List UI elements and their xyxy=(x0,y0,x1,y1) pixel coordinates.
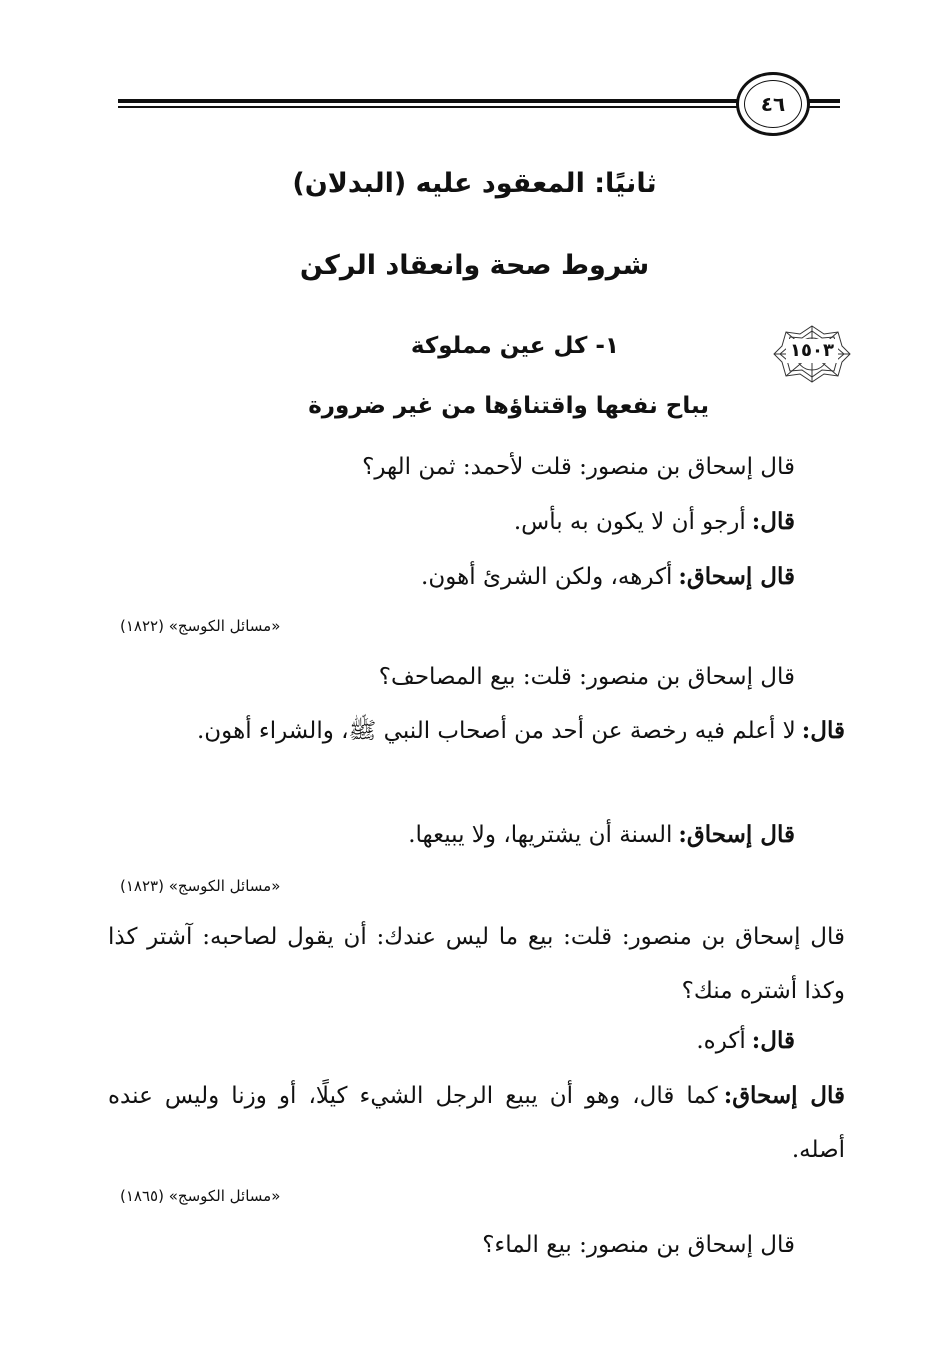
paragraph xyxy=(108,1218,795,1272)
issue-subtitle: يباح نفعها واقتناؤها من غير ضرورة xyxy=(308,393,709,419)
paragraph-text: السنة أن يشتريها، ولا يبيعها. xyxy=(408,822,673,848)
issue-number: ١٥٠٣ xyxy=(786,339,838,363)
paragraph-text: لا أعلم فيه رخصة عن أحد من أصحاب النبي ﷺ، والشراء أهون. xyxy=(196,718,796,744)
paragraph xyxy=(108,704,845,814)
paragraph xyxy=(108,1014,795,1068)
paragraph-text: قال إسحاق بن منصور: قلت لأحمد: ثمن الهر؟ xyxy=(362,454,795,480)
issue-number-badge xyxy=(772,324,852,384)
page-number: ٤٦ xyxy=(760,92,786,116)
paragraph xyxy=(108,808,795,862)
speaker-label: قال إسحاق: xyxy=(678,821,795,848)
paragraph-text: قال إسحاق بن منصور: بيع الماء؟ xyxy=(482,1232,795,1258)
paragraph xyxy=(108,650,795,704)
paragraph xyxy=(108,550,795,604)
paragraph-text: كما قال، وهو أن يبيع الرجل الشيء كيلًا، أو وزنا وليس عنده أصله. xyxy=(108,1083,845,1163)
header-line-thin xyxy=(118,106,840,108)
header-line-thick xyxy=(118,99,840,103)
page-number-badge xyxy=(736,72,810,136)
issue-title: ١- كل عين مملوكة xyxy=(410,333,619,359)
paragraph xyxy=(108,440,795,494)
paragraph-text: أكرهه، ولكن الشرئ أهون. xyxy=(421,564,673,590)
speaker-label: قال: xyxy=(751,1027,795,1054)
header-rule xyxy=(118,96,840,112)
speaker-label: قال إسحاق: xyxy=(723,1082,846,1109)
paragraph xyxy=(108,910,845,1020)
source-citation: «مسائل الكوسج» (١٨٢٣) xyxy=(120,877,281,895)
paragraph xyxy=(108,1069,845,1179)
main-heading: ثانيًا: المعقود عليه (البدلان) xyxy=(292,168,657,199)
speaker-label: قال إسحاق: xyxy=(678,563,795,590)
source-citation: «مسائل الكوسج» (١٨٦٥) xyxy=(120,1187,281,1205)
speaker-label: قال: xyxy=(801,717,845,744)
paragraph xyxy=(108,495,795,549)
section-heading: شروط صحة وانعقاد الركن xyxy=(299,250,650,281)
speaker-label: قال: xyxy=(751,508,795,535)
paragraph-text: أرجو أن لا يكون به بأس. xyxy=(513,509,746,535)
paragraph-text: قال إسحاق بن منصور: قلت: بيع المصاحف؟ xyxy=(378,664,795,690)
paragraph-text: قال إسحاق بن منصور: قلت: بيع ما ليس عندك: أن يقول لصاحبه: آشتر كذا وكذا أشتره منك؟ xyxy=(108,924,845,1004)
paragraph-text: أكره. xyxy=(696,1028,746,1054)
source-citation: «مسائل الكوسج» (١٨٢٢) xyxy=(120,617,281,635)
